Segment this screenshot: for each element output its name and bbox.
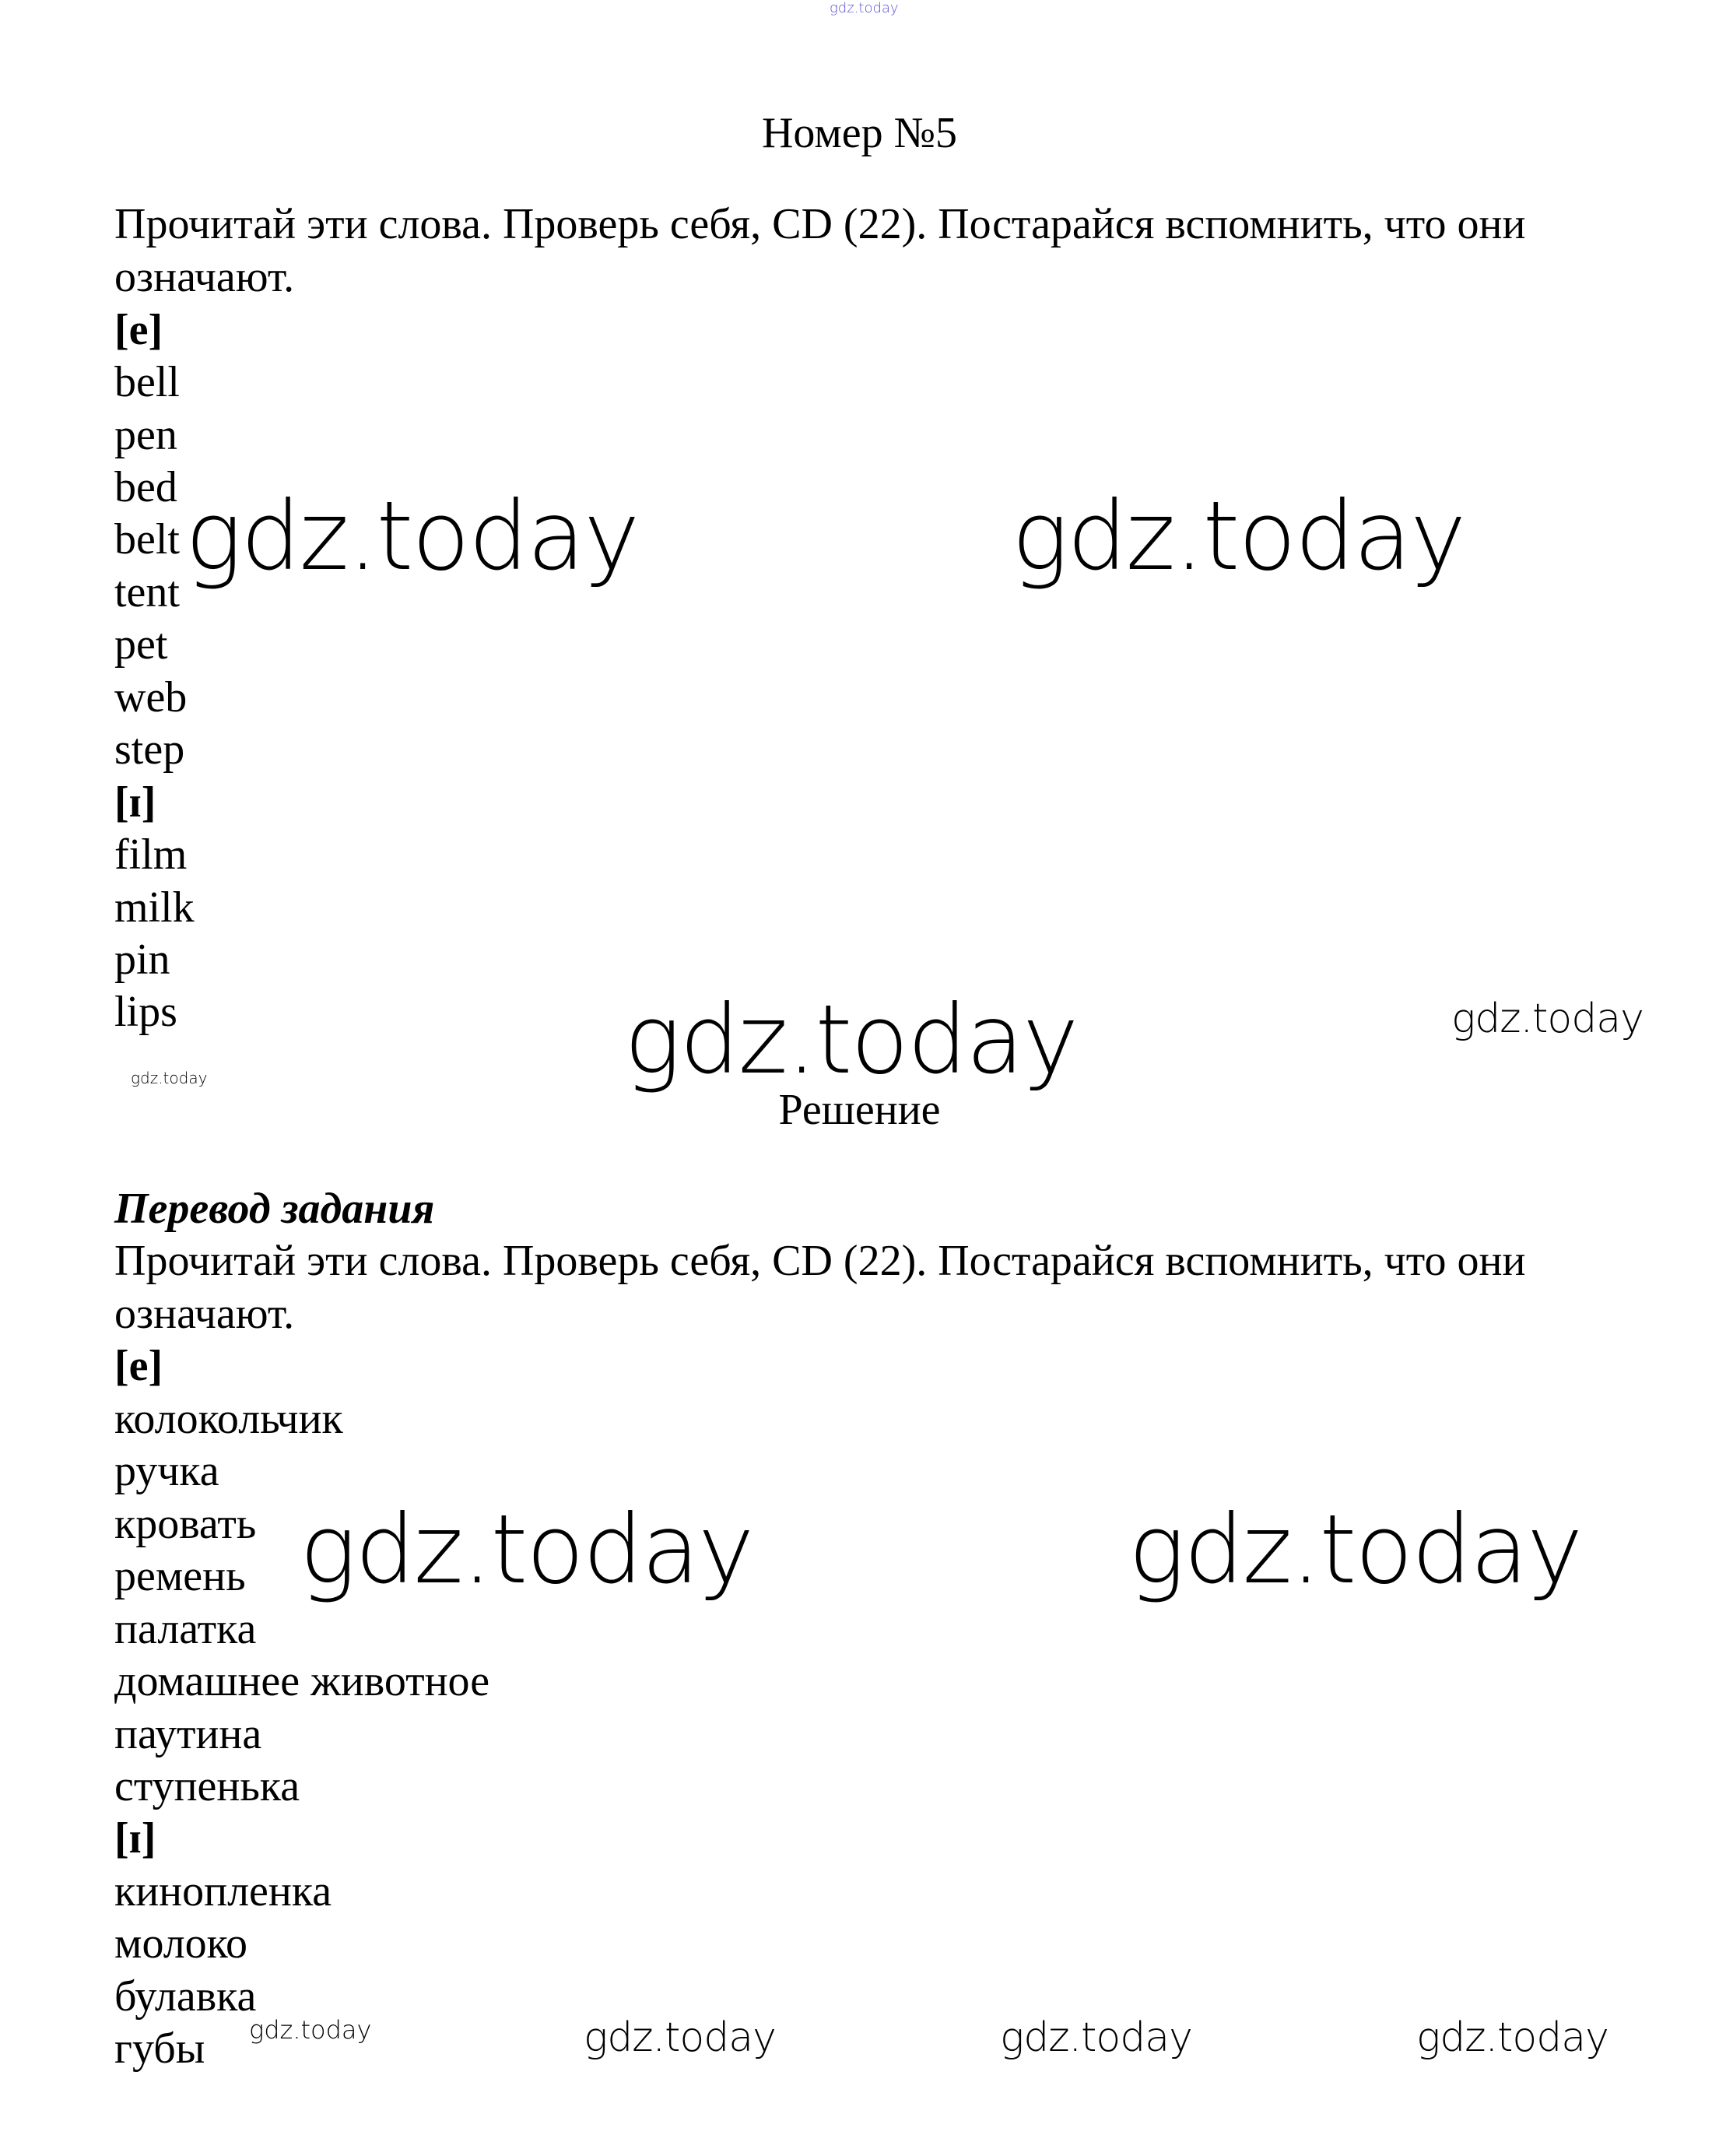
task-word: bed bbox=[114, 463, 177, 511]
translation-word: паутина bbox=[114, 1710, 262, 1758]
watermark: gdz.today bbox=[131, 1069, 208, 1087]
header-watermark: gdz.today bbox=[830, 0, 899, 16]
translation-word: палатка bbox=[114, 1605, 257, 1653]
task-word: web bbox=[114, 673, 188, 722]
page-title: Номер №5 bbox=[761, 109, 958, 157]
task-word: film bbox=[114, 830, 188, 879]
translation-instruction-line-2: означают. bbox=[114, 1290, 295, 1338]
watermark: gdz.today bbox=[624, 985, 1078, 1095]
task-word: tent bbox=[114, 568, 180, 616]
translation-word: ремень bbox=[114, 1552, 246, 1600]
translation-word: ручка bbox=[114, 1447, 219, 1495]
translation-word: губы bbox=[114, 2024, 205, 2073]
watermark: gdz.today bbox=[300, 1494, 753, 1605]
watermark: gdz.today bbox=[249, 2015, 372, 2045]
watermark: gdz.today bbox=[584, 2014, 776, 2061]
translation-word: колокольчик bbox=[114, 1395, 343, 1443]
task-group-i-label: [ɪ] bbox=[114, 778, 156, 827]
task-instruction-line-1: Прочитай эти слова. Проверь себя, CD (22). Постарайся вспомнить, что они bbox=[114, 200, 1526, 248]
translation-instruction-line-1: Прочитай эти слова. Проверь себя, CD (22). Постарайся вспомнить, что они bbox=[114, 1237, 1526, 1285]
translation-group-e-label: [e] bbox=[114, 1342, 163, 1390]
watermark: gdz.today bbox=[185, 481, 639, 592]
task-word: milk bbox=[114, 883, 195, 932]
watermark: gdz.today bbox=[1451, 995, 1644, 1042]
task-word: lips bbox=[114, 988, 177, 1036]
translation-word: ступенька bbox=[114, 1762, 300, 1810]
task-word: step bbox=[114, 725, 185, 774]
translation-word: кинопленка bbox=[114, 1867, 332, 1915]
watermark: gdz.today bbox=[1416, 2014, 1608, 2061]
watermark: gdz.today bbox=[1012, 481, 1465, 592]
task-word: bell bbox=[114, 358, 180, 406]
task-word: pin bbox=[114, 936, 170, 984]
task-instruction-line-2: означают. bbox=[114, 253, 295, 301]
task-group-e-label: [e] bbox=[114, 306, 163, 354]
translation-word: кровать bbox=[114, 1500, 257, 1548]
translation-word: булавка bbox=[114, 1972, 257, 2021]
translation-heading: Перевод задания bbox=[114, 1185, 435, 1233]
watermark: gdz.today bbox=[1000, 2014, 1192, 2061]
task-word: pen bbox=[114, 411, 177, 459]
solution-heading: Решение bbox=[778, 1086, 941, 1134]
watermark: gdz.today bbox=[1128, 1494, 1582, 1605]
task-word: pet bbox=[114, 620, 168, 669]
translation-group-i-label: [ɪ] bbox=[114, 1814, 156, 1863]
translation-word: молоко bbox=[114, 1919, 248, 1968]
task-word: belt bbox=[114, 515, 180, 564]
translation-word: домашнее животное bbox=[114, 1657, 490, 1705]
